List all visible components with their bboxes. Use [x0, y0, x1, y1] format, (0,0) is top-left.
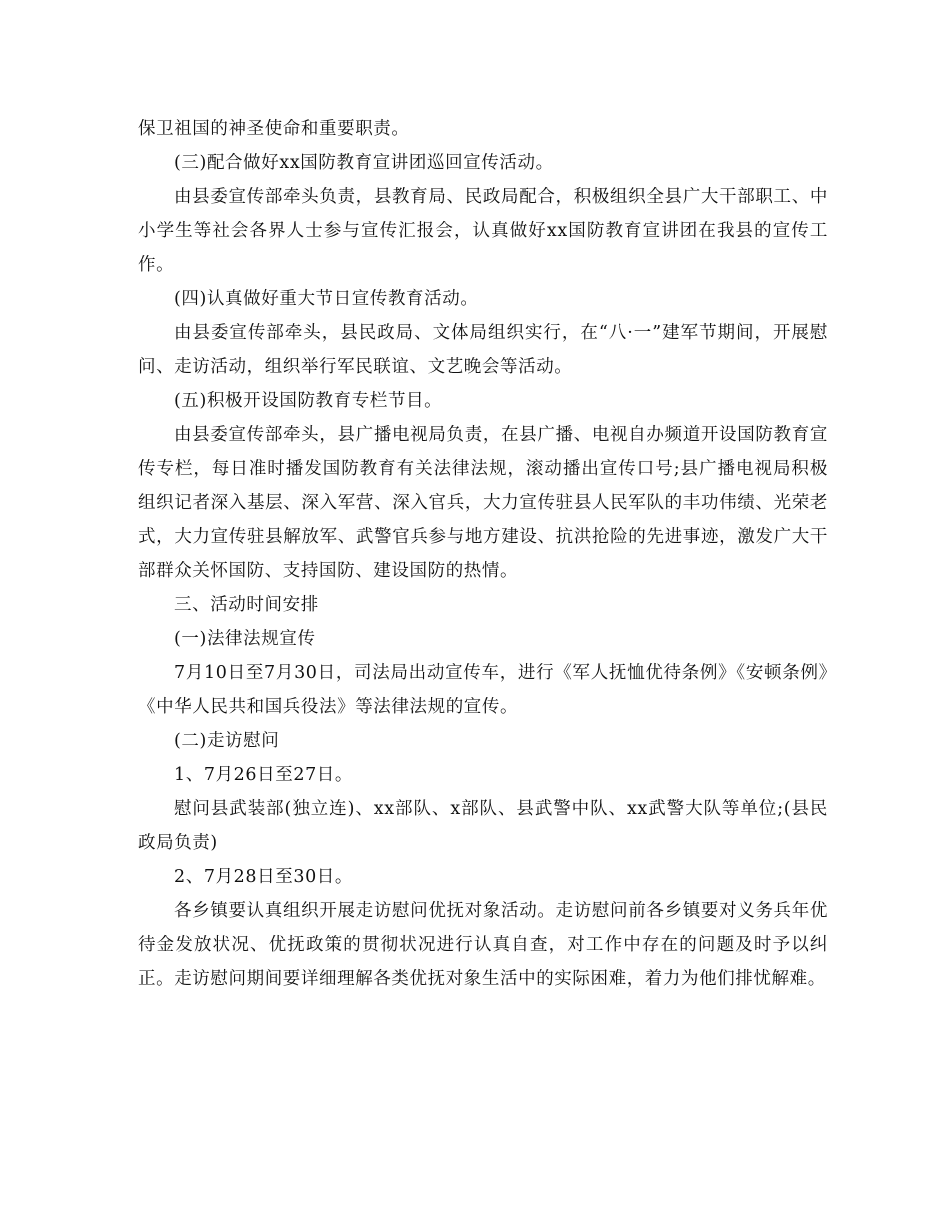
section-heading-4: (四)认真做好重大节日宣传教育活动。	[174, 289, 479, 309]
paragraph: 7月10日至7月30日，司法局出动宣传车，进行《军人抚恤优待条例》《安顿条例》《中华人民共和国兵役法》等法律法规的宣传。	[138, 663, 828, 717]
section-heading-5: (五)积极开设国防教育专栏节目。	[174, 391, 443, 411]
section-heading-1: (一)法律法规宣传	[174, 629, 316, 649]
document-body	[138, 112, 828, 996]
section-heading-2: (二)走访慰问	[174, 731, 280, 751]
chapter-heading: 三、活动时间安排	[174, 595, 319, 615]
paragraph: 各乡镇要认真组织开展走访慰问优抚对象活动。走访慰问前各乡镇要对义务兵年优待金发放状况、优抚政策的贯彻状况进行认真自查，对工作中存在的问题及时予以纠正。走访慰问期间要详细理解各类优抚对象生活中的实际困难，着力为他们排忧解难。	[138, 901, 828, 989]
paragraph: 慰问县武装部(独立连)、xx部队、x部队、县武警中队、xx武警大队等单位;(县民政局负责)	[138, 799, 828, 853]
list-item-date: 1、7月26日至27日。	[174, 765, 354, 785]
paragraph-continuation: 保卫祖国的神圣使命和重要职责。	[138, 119, 410, 139]
section-heading-3: (三)配合做好xx国防教育宣讲团巡回宣传活动。	[174, 153, 554, 173]
paragraph: 由县委宣传部牵头，县广播电视局负责，在县广播、电视自办频道开设国防教育宣传专栏，每日准时播发国防教育有关法律法规，滚动播出宣传口号;县广播电视局积极组织记者深入基层、深入军营、深入官兵，大力宣传驻县人民军队的丰功伟绩、光荣老式，大力宣传驻县解放军、武警官兵参与地方建设、抗洪抢险的先进事迹，激发广大干部群众关怀国防、支持国防、建设国防的热情。	[138, 425, 828, 581]
paragraph: 由县委宣传部牵头负责，县教育局、民政局配合，积极组织全县广大干部职工、中小学生等社会各界人士参与宣传汇报会，认真做好xx国防教育宣讲团在我县的宣传工作。	[138, 187, 828, 275]
paragraph: 由县委宣传部牵头，县民政局、文体局组织实行，在“八·一”建军节期间，开展慰问、走访活动，组织举行军民联谊、文艺晚会等活动。	[138, 323, 828, 377]
list-item-date: 2、7月28日至30日。	[174, 867, 354, 887]
